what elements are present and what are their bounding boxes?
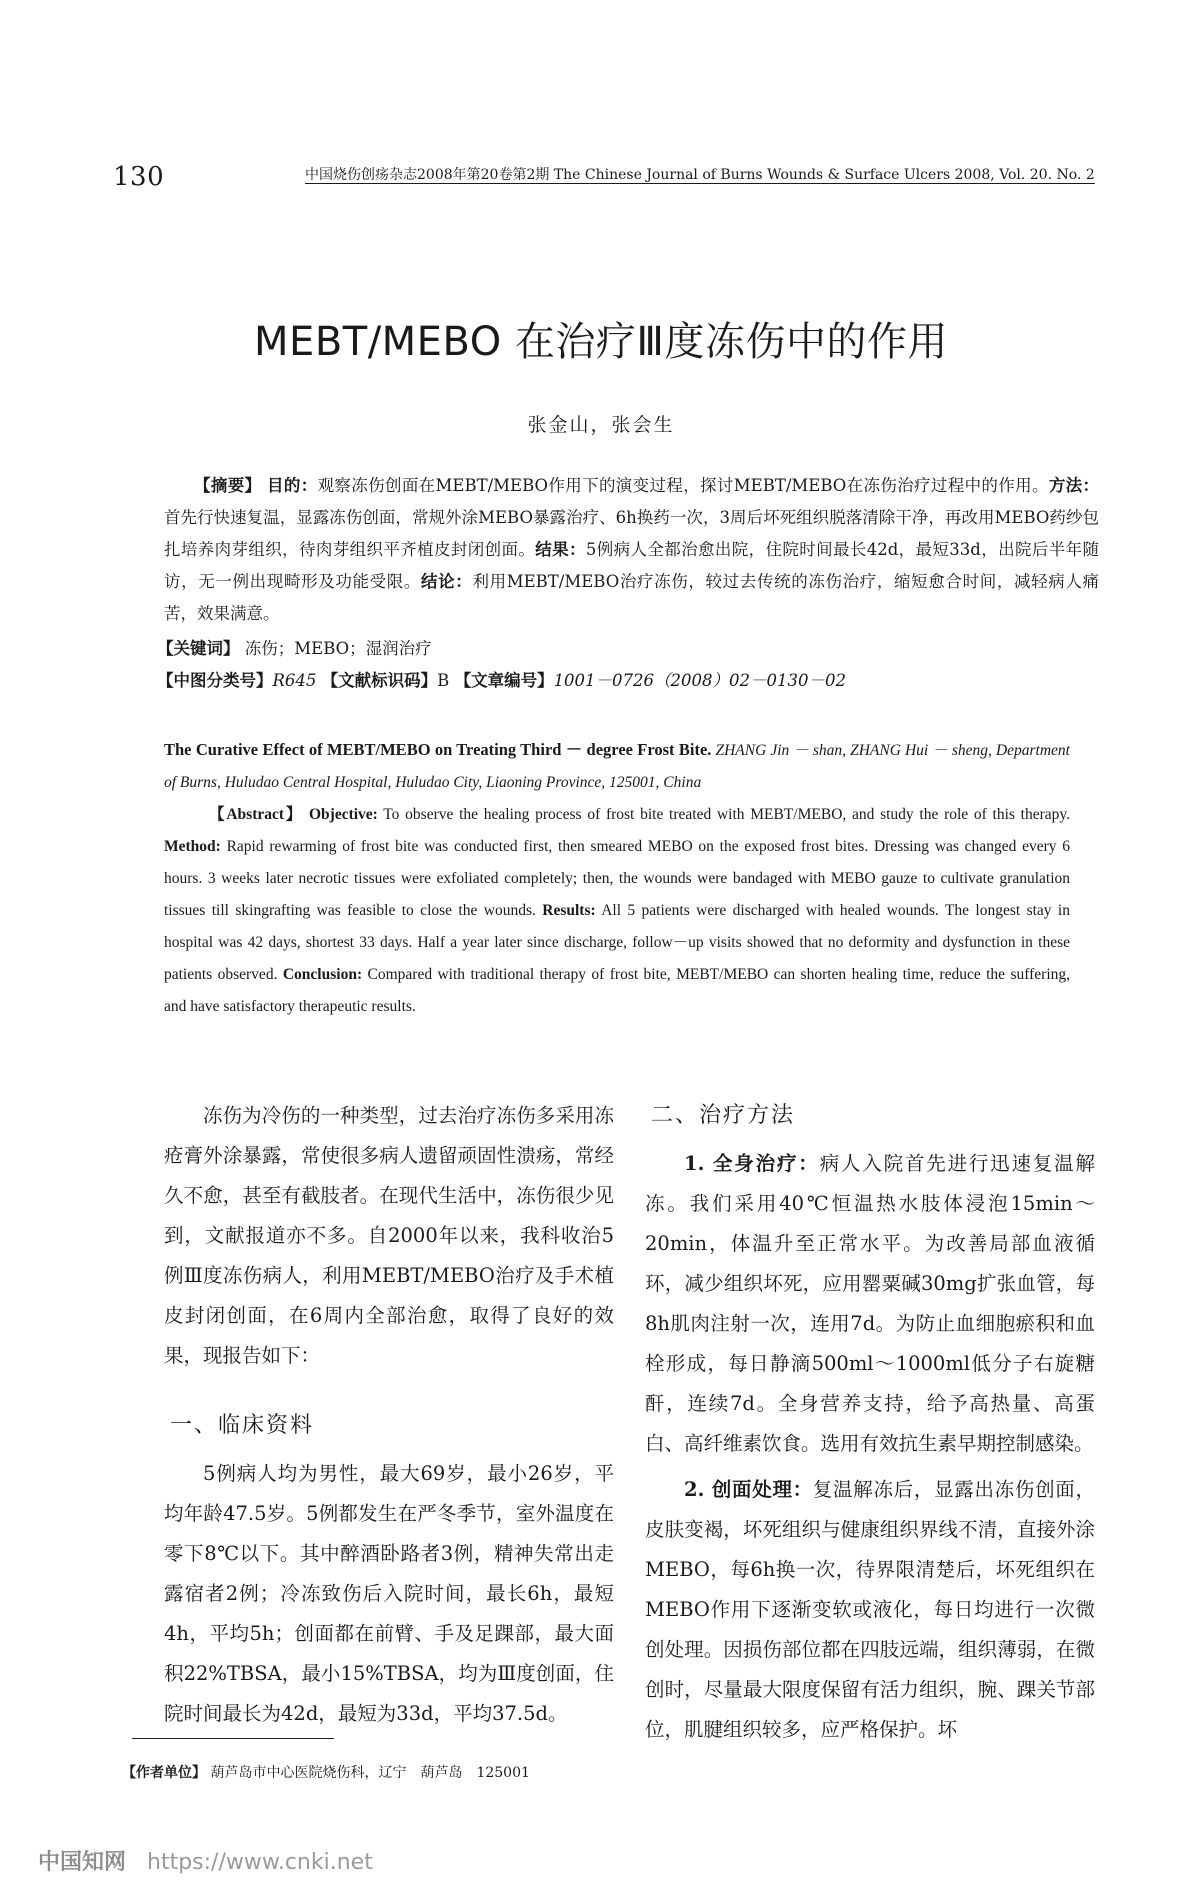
wound-treatment-text: 复温解冻后，显露出冻伤创面，皮肤变褐，坏死组织与健康组织界线不清，直接外涂MEBO，每6h换一次，待界限清楚后，坏死组织在MEBO作用下逐渐变软或液化，每日均进行一次微创处理。因损伤部位都在四肢远端，组织薄弱，在微创时，尽量最大限度保留有活力组织，腕、踝关节部位，肌腱组织较多，应严格保护。坏 xyxy=(645,1478,1095,1741)
clinical-data-paragraph: 5例病人均为男性，最大69岁，最小26岁，平均年龄47.5岁。5例都发生在严冬季节，室外温度在零下8℃以下。其中醉酒卧路者3例，精神失常出走露宿者2例；冷冻致伤后入院时间，最长6h，最短4h，平均5h；创面都在前臂、手及足踝部，最大面积22%TBSA，最小15%TBSA，均为Ⅲ度创面，住院时间最长为42d，最短为33d，平均37.5d。 xyxy=(164,1462,614,1725)
wound-treatment-paragraph xyxy=(645,1470,1095,1750)
keywords xyxy=(157,633,1099,665)
systemic-treatment-text: 病人入院首先进行迅速复温解冻。我们采用40℃恒温热水肢体浸泡15min～20min，体温升至正常水平。为改善局部血液循环，减少组织坏死，应用罂粟碱30mg扩张血管，每8h肌肉注射一次，连用7d。为防止血细胞瘀积和血栓形成，每日静滴500ml～1000ml低分子右旋糖酐，连续7d。全身营养支持，给予高热量、高蛋白、高纤维素饮食。选用有效抗生素早期控制感染。 xyxy=(645,1152,1095,1455)
english-method-label: Method: xyxy=(164,838,221,855)
body-column-left xyxy=(164,1096,614,1734)
article-number: 1001－0726（2008）02－0130－02 xyxy=(553,671,847,690)
keywords-text: 冻伤；MEBO；湿润治疗 xyxy=(244,639,432,658)
wound-treatment-lead: 2. 创面处理： xyxy=(684,1478,813,1501)
section-heading-clinical-data: 一、临床资料 xyxy=(170,1413,315,1438)
page-number: 130 xyxy=(113,162,165,192)
section-heading-treatment: 二、治疗方法 xyxy=(651,1103,796,1128)
clc-label: 【中图分类号】 xyxy=(157,671,273,690)
body-column-right xyxy=(645,1096,1095,1750)
doc-code: B xyxy=(437,671,450,690)
english-conclusion: Compared with traditional therapy of frost bite, MEBT/MEBO can shorten healing time, reduce the suffering, and have satisfactory therapeutic results. xyxy=(164,966,1071,1015)
clc-code: R645 xyxy=(272,671,317,690)
english-conclusion-label: Conclusion: xyxy=(282,966,363,983)
objective-label: 目的： xyxy=(267,476,318,495)
footnote-text: 葫芦岛市中心医院烧伤科，辽宁 葫芦岛 125001 xyxy=(210,1765,530,1781)
results-label: 结果： xyxy=(535,540,586,559)
watermark-url[interactable]: https://www.cnki.net xyxy=(147,1850,373,1875)
running-head: 中国烧伤创疡杂志2008年第20卷第2期 The Chinese Journal of Burns Wounds & Surface Ulcers 2008, Vol. 20. No. 2 xyxy=(305,167,1095,183)
systemic-treatment-paragraph xyxy=(645,1144,1095,1464)
keywords-label: 【关键词】 xyxy=(157,639,240,658)
method-label: 方法： xyxy=(1048,476,1100,495)
doc-code-label: 【文献标识码】 xyxy=(321,671,438,690)
conclusion-label: 结论： xyxy=(421,572,473,591)
english-results: All 5 patients were discharged with healed wounds. The longest stay in hospital was 42 days, shortest 33 days. Half a year later since discharge, follow－up visits showed that no deformity and dysfunction in these patients observed. xyxy=(164,902,1070,983)
english-authors-affiliation: ZHANG Jin － shan, ZHANG Hui － sheng, Department of Burns, Huludao Central Hospital, Huludao City, Liaoning Province, 125001, China xyxy=(164,742,1070,791)
authors: 张金山，张会生 xyxy=(527,414,675,436)
abstract-chinese xyxy=(164,470,1099,630)
watermark-brand: 中国知网 xyxy=(38,1850,127,1875)
classification-line xyxy=(157,665,1099,697)
english-objective-label: Objective: xyxy=(308,806,378,823)
english-method: Rapid rewarming of frost bite was conducted first, then smeared MEBO on the exposed frost bites. Dressing was changed every 6 hours. 3 weeks later necrotic tissues were exfoliated completely; then, the wounds were bandaged with MEBO gauze to cultivate granulation tissues till skingrafting was feasible to close the wounds. xyxy=(164,838,1071,919)
cnki-watermark xyxy=(38,1845,373,1876)
method-text: 首先行快速复温，显露冻伤创面，常规外涂MEBO暴露治疗、6h换药一次，3周后坏死组织脱落清除干净，再改用MEBO药纱包扎培养肉芽组织，待肉芽组织平齐植皮封闭创面。 xyxy=(164,508,1099,559)
intro-paragraph: 冻伤为冷伤的一种类型，过去治疗冻伤多采用冻疮膏外涂暴露，常使很多病人遗留顽固性溃疡，常经久不愈，甚至有截肢者。在现代生活中，冻伤很少见到，文献报道亦不多。自2000年以来，我科收治5例Ⅲ度冻伤病人，利用MEBT/MEBO治疗及手术植皮封闭创面，在6周内全部治愈，取得了良好的效果，现报告如下： xyxy=(164,1104,614,1367)
english-abstract-block xyxy=(164,734,1070,1023)
author-affiliation-footnote xyxy=(122,1762,530,1782)
objective-text: 观察冻伤创面在MEBT/MEBO作用下的演变过程，探讨MEBT/MEBO在冻伤治疗过程中的作用。 xyxy=(317,476,1049,495)
results-text: 5例病人全都治愈出院，住院时间最长42d，最短33d，出院后半年随访，无一例出现畸形及功能受限。 xyxy=(164,540,1099,591)
systemic-treatment-lead: 1. 全身治疗： xyxy=(684,1152,820,1175)
english-abstract-label: 【Abstract】 xyxy=(209,806,304,823)
english-title: The Curative Effect of MEBT/MEBO on Treating Third － degree Frost Bite. xyxy=(164,740,712,759)
article-number-label: 【文章编号】 xyxy=(454,671,554,690)
english-results-label: Results: xyxy=(542,902,596,919)
footnote-divider xyxy=(132,1738,334,1739)
article-title: MEBT/MEBO 在治疗Ⅲ度冻伤中的作用 xyxy=(254,319,948,365)
conclusion-text: 利用MEBT/MEBO治疗冻伤，较过去传统的冻伤治疗，缩短愈合时间，减轻病人痛苦，效果满意。 xyxy=(164,572,1100,623)
english-objective: To observe the healing process of frost bite treated with MEBT/MEBO, and study the role of this therapy. xyxy=(383,806,1071,823)
abstract-label: 【摘要】 xyxy=(194,476,262,495)
footnote-label: 【作者单位】 xyxy=(122,1765,206,1781)
